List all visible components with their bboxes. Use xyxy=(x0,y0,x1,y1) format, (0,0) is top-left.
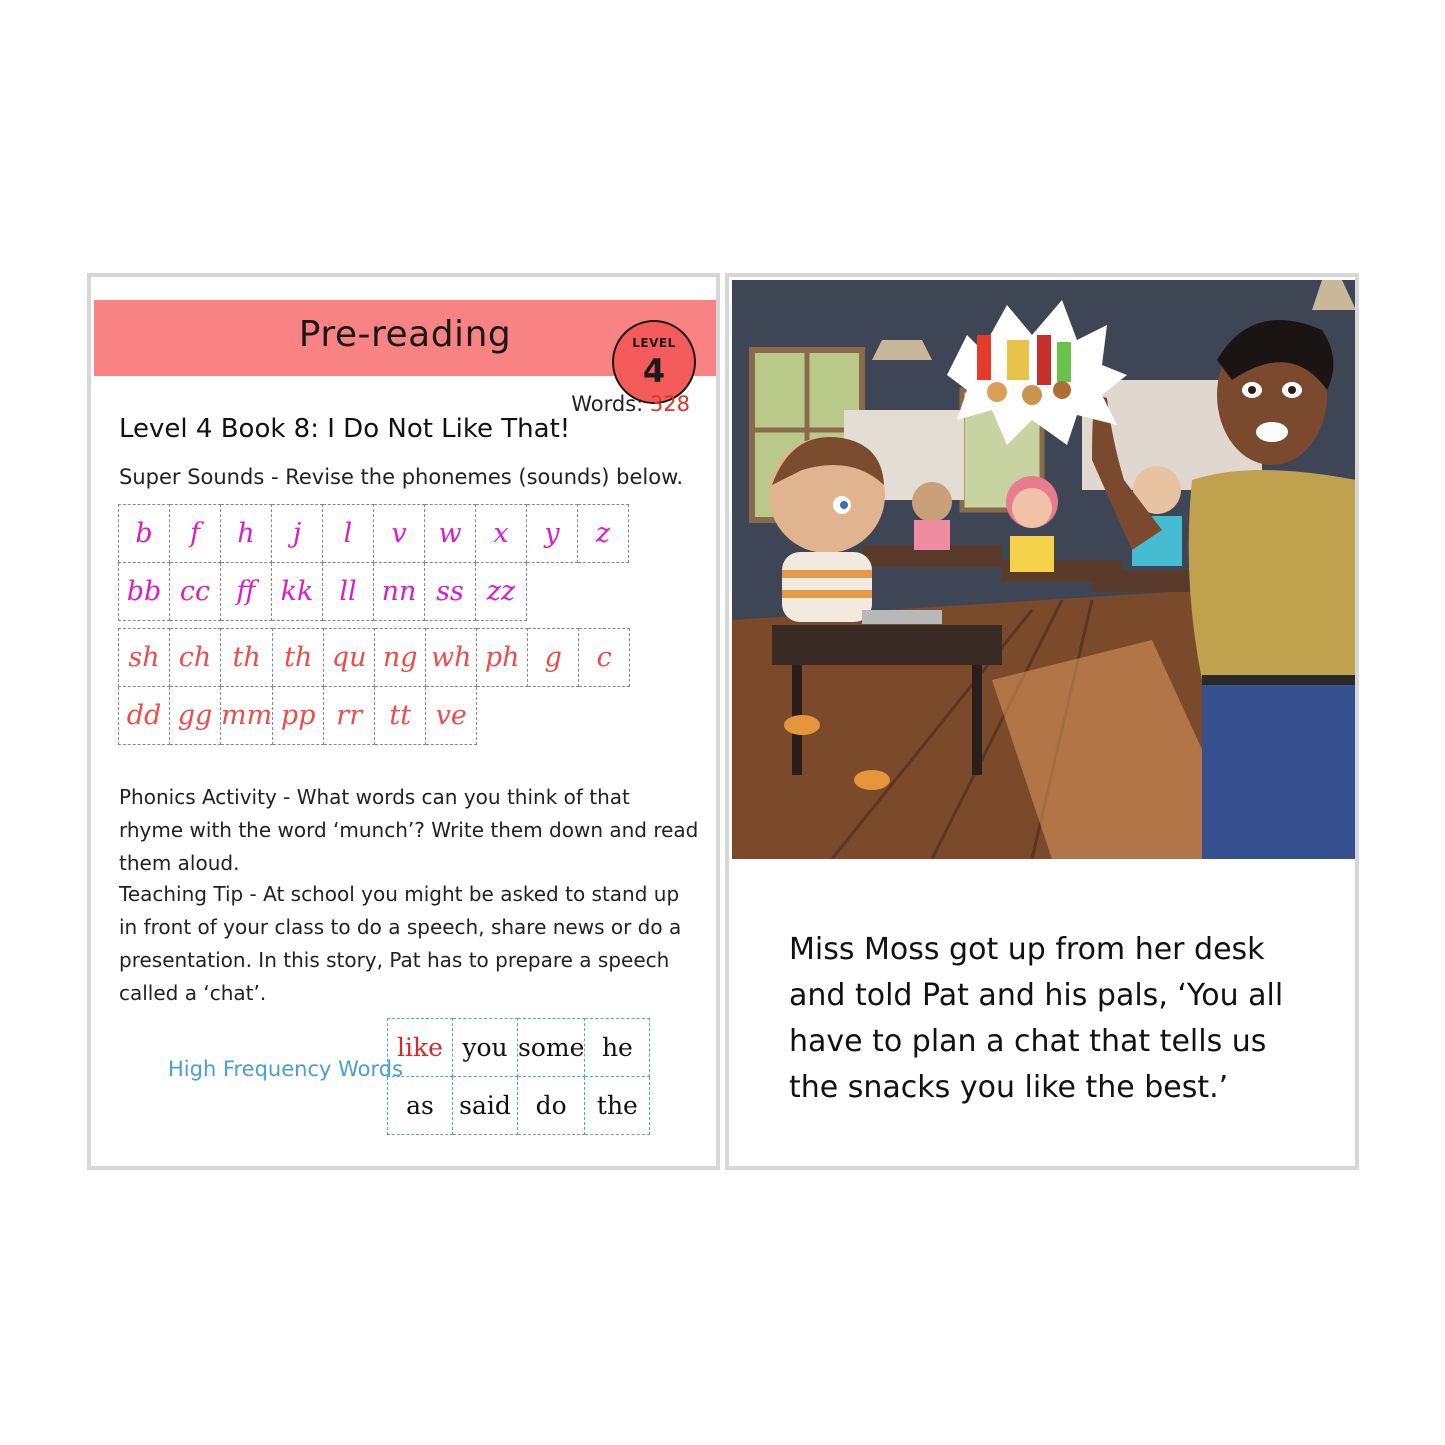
hf-word-cell: some xyxy=(518,1019,585,1077)
high-frequency-grid xyxy=(387,1018,650,1135)
phoneme-cell: l xyxy=(323,505,374,563)
empty-cell xyxy=(527,563,578,621)
phoneme-cell: th xyxy=(221,629,273,687)
phoneme-cell: pp xyxy=(273,687,324,745)
word-count-value: 328 xyxy=(649,392,690,416)
phoneme-cell: kk xyxy=(272,563,323,621)
hf-word-cell: he xyxy=(585,1019,650,1077)
right-page xyxy=(725,273,1359,1170)
empty-cell xyxy=(579,687,630,745)
hf-word-cell: do xyxy=(518,1077,585,1135)
phoneme-cell: gg xyxy=(170,687,221,745)
phoneme-cell: j xyxy=(272,505,323,563)
phoneme-cell: bb xyxy=(119,563,170,621)
classroom-illustration xyxy=(732,280,1356,859)
phoneme-cell: wh xyxy=(426,629,477,687)
book-title: Level 4 Book 8: I Do Not Like That! xyxy=(119,414,571,444)
phoneme-cell: qu xyxy=(324,629,375,687)
empty-cell xyxy=(477,687,528,745)
phoneme-cell: w xyxy=(425,505,476,563)
word-count xyxy=(571,392,690,416)
phoneme-cell: g xyxy=(528,629,579,687)
super-sounds-heading: Super Sounds - Revise the phonemes (sounds) below. xyxy=(119,465,684,489)
left-page xyxy=(87,273,720,1170)
phoneme-cell: ph xyxy=(477,629,528,687)
phoneme-cell: dd xyxy=(119,687,170,745)
high-frequency-label: High Frequency Words xyxy=(168,1057,404,1081)
phonics-activity: Phonics Activity - What words can you think of that rhyme with the word ‘munch’? Write them down and read them aloud. xyxy=(119,785,699,875)
phoneme-cell: b xyxy=(119,505,170,563)
hf-word-cell: you xyxy=(453,1019,518,1077)
teaching-tip: Teaching Tip - At school you might be asked to stand up in front of your class to do a speech, share news or do a presentation. In this story, Pat has to prepare a speech called a ‘chat’. xyxy=(119,882,682,1005)
phoneme-cell: zz xyxy=(476,563,527,621)
empty-cell xyxy=(528,687,579,745)
level-badge-number: 4 xyxy=(642,352,666,390)
phoneme-cell: ve xyxy=(426,687,477,745)
phoneme-cell: rr xyxy=(324,687,375,745)
phoneme-cell: h xyxy=(221,505,272,563)
phoneme-cell: ng xyxy=(375,629,426,687)
phoneme-cell: tt xyxy=(375,687,426,745)
phoneme-grid-pink xyxy=(118,504,629,621)
empty-cell xyxy=(578,563,629,621)
phoneme-cell: cc xyxy=(170,563,221,621)
phoneme-cell: c xyxy=(579,629,630,687)
phoneme-grid-red xyxy=(118,628,630,745)
phoneme-cell: z xyxy=(578,505,629,563)
phoneme-cell: ch xyxy=(170,629,221,687)
hf-word-cell: like xyxy=(388,1019,453,1077)
phoneme-cell: th xyxy=(273,629,324,687)
phoneme-cell: sh xyxy=(119,629,170,687)
phoneme-cell: y xyxy=(527,505,578,563)
classroom-scene-image xyxy=(732,280,1356,859)
phoneme-cell: x xyxy=(476,505,527,563)
phoneme-cell: ff xyxy=(221,563,272,621)
phoneme-cell: ss xyxy=(425,563,476,621)
phoneme-cell: f xyxy=(170,505,221,563)
phoneme-cell: nn xyxy=(374,563,425,621)
word-count-label: Words: xyxy=(571,392,644,416)
story-text: Miss Moss got up from her desk and told Pat and his pals, ‘You all have to plan a chat that tells us the snacks you like the best.’ xyxy=(789,932,1284,1105)
phoneme-cell: ll xyxy=(323,563,374,621)
pre-reading-banner xyxy=(94,300,716,390)
hf-word-cell: as xyxy=(388,1077,453,1135)
phoneme-cell: mm xyxy=(221,687,273,745)
phoneme-cell: v xyxy=(374,505,425,563)
hf-word-cell: the xyxy=(585,1077,650,1135)
level-badge-label: LEVEL xyxy=(632,336,676,350)
hf-word-cell: said xyxy=(453,1077,518,1135)
banner-title: Pre-reading xyxy=(298,314,512,355)
